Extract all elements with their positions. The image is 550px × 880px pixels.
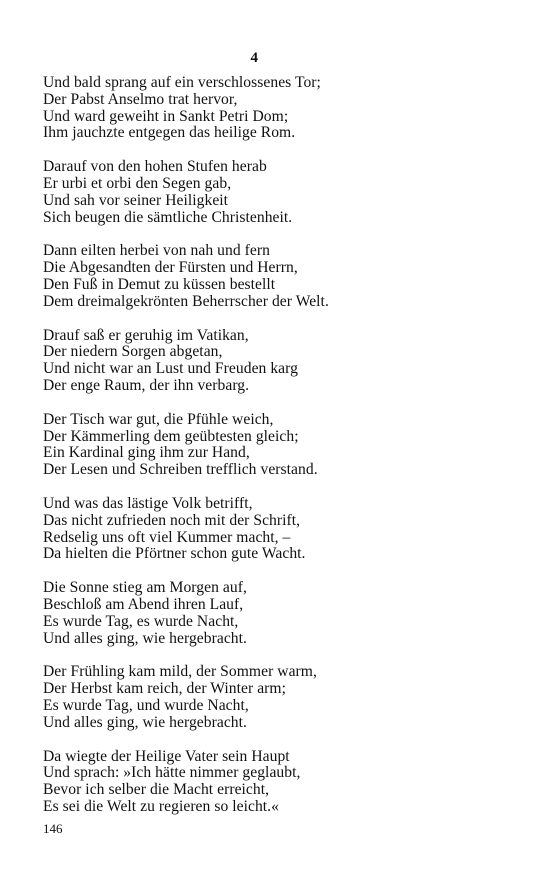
poem-line: Bevor ich selber die Macht erreicht, [43,781,270,799]
poem-body [43,75,513,833]
poem-line: Der Frühling kam mild, der Sommer warm, [43,663,317,681]
stanza [43,580,513,647]
poem-line: Der enge Raum, der ihn verbarg. [43,376,250,394]
poem-line: Und nicht war an Lust und Freuden karg [43,360,298,378]
poem-line: Und alles ging, wie hergebracht. [43,713,247,731]
poem-line: Und sprach: »Ich hätte nimmer geglaubt, [43,764,301,782]
stanza [43,749,513,816]
poem-line: Sich beugen die sämtliche Christenheit. [43,208,293,226]
section-number-text: 4 [250,50,258,66]
poem-line: Der niedern Sorgen abgetan, [43,343,223,361]
poem-line: Da hielten die Pförtner schon gute Wacht. [43,545,306,563]
poem-line: Da wiegte der Heilige Vater sein Haupt [43,747,290,765]
poem-line: Ihm jauchzte entgegen das heilige Rom. [43,124,296,142]
poem-line: Und was das lästige Volk betrifft, [43,494,253,512]
poem-line: Redselig uns oft viel Kummer macht, – [43,528,291,546]
section-number [0,50,510,67]
poem-line: Die Abgesandten der Fürsten und Herrn, [43,259,298,277]
stanza [43,75,513,142]
poem-line: Es sei die Welt zu regieren so leicht.« [43,797,279,815]
poem-line: Beschloß am Abend ihren Lauf, [43,595,244,613]
stanza [43,328,513,395]
stanza [43,412,513,479]
poem-line: Der Kämmerling dem geübtesten gleich; [43,427,299,445]
page-number: 146 [43,821,63,836]
poem-line: Den Fuß in Demut zu küssen bestellt [43,275,276,293]
poem-line: Ein Kardinal ging ihm zur Hand, [43,444,250,462]
poem-line: Er urbi et orbi den Segen gab, [43,174,232,192]
poem-line: Drauf saß er geruhig im Vatikan, [43,326,249,344]
poem-line: Und alles ging, wie hergebracht. [43,629,247,647]
poem-line: Und sah vor seiner Heiligkeit [43,191,229,209]
stanza [43,243,513,310]
stanza [43,159,513,226]
poem-line: Die Sonne stieg am Morgen auf, [43,579,247,597]
poem-line: Und bald sprang auf ein verschlossenes Tor; [43,74,321,91]
poem-line: Es wurde Tag, und wurde Nacht, [43,696,249,714]
poem-line: Es wurde Tag, es wurde Nacht, [43,612,239,630]
poem-line: Das nicht zufrieden noch mit der Schrift, [43,511,301,529]
poem-line: Und ward geweiht in Sankt Petri Dom; [43,107,289,125]
poem-line: Der Lesen und Schreiben trefflich verstand. [43,461,318,479]
stanza [43,664,513,731]
stanza [43,496,513,563]
poem-line: Dem dreimalgekrönten Beherrscher der Welt. [43,292,329,310]
poem-line: Der Herbst kam reich, der Winter arm; [43,680,286,698]
poem-line: Der Tisch war gut, die Pfühle weich, [43,410,274,428]
poem-line: Der Pabst Anselmo trat hervor, [43,90,238,108]
poem-line: Dann eilten herbei von nah und fern [43,242,270,260]
poem-line: Darauf von den hohen Stufen herab [43,158,267,176]
